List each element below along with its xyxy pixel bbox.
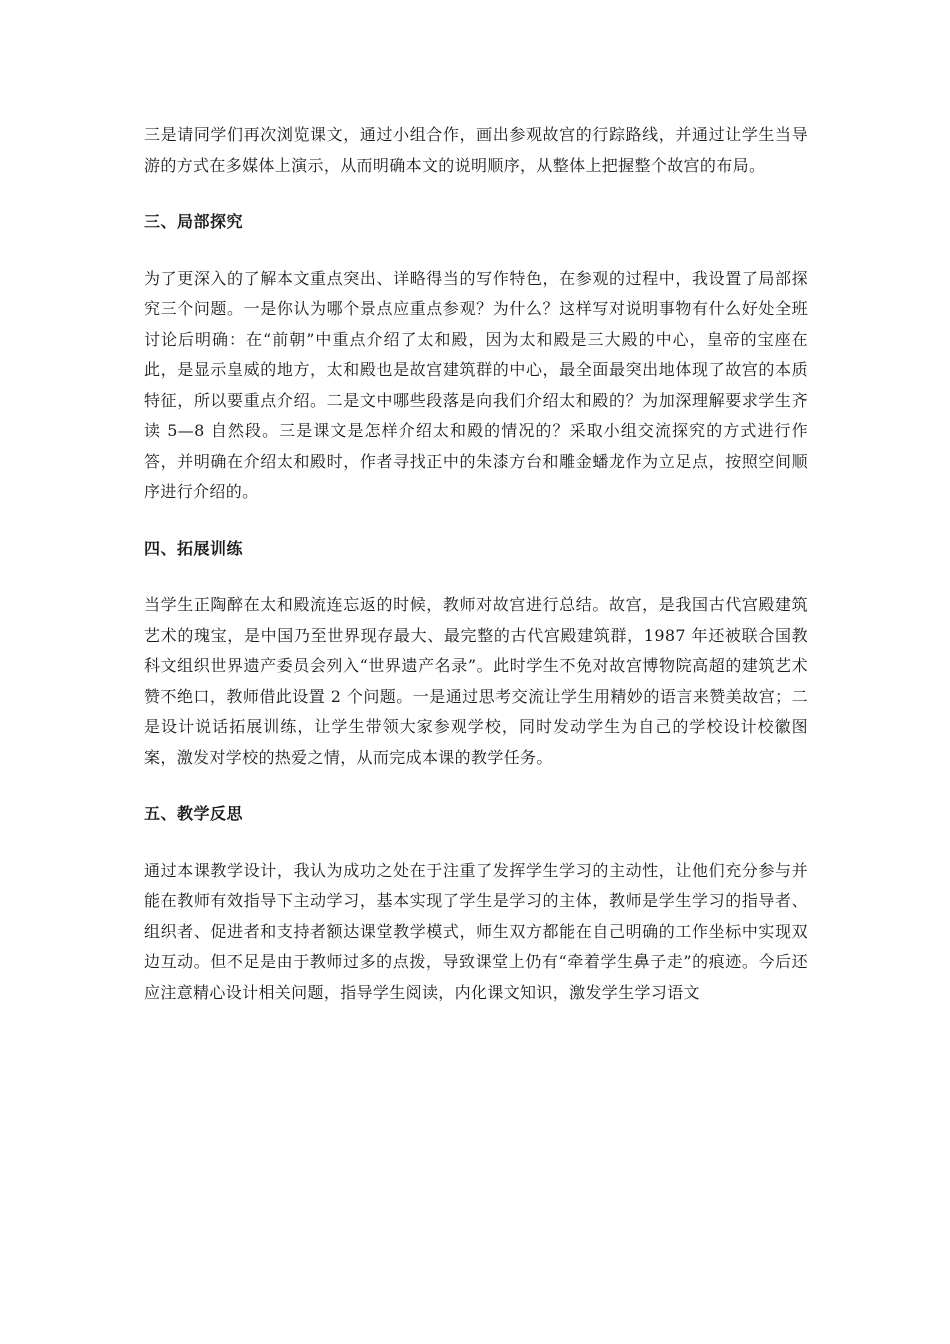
intro-paragraph: 三是请同学们再次浏览课文，通过小组合作，画出参观故宫的行踪路线，并通过让学生当导游的方式在多媒体上演示，从而明确本文的说明顺序，从整体上把握整个故宫的布局。 [144,125,808,175]
section-heading-extension-training: 四、拓展训练 [144,538,244,558]
section-body-teaching-reflection: 通过本课教学设计，我认为成功之处在于注重了发挥学生学习的主动性，让他们充分参与并能在教师有效指导下主动学习，基本实现了学生是学习的主体，教师是学生学习的指导者、组织者、促进者和支持者额达课堂教学模式，师生双方都能在自己明确的工作坐标中实现双边互动。但不足是由于教师过多的点拨，导致课堂上仍有“牵着学生鼻子走”的痕迹。今后还应注意精心设计相关问题，指导学生阅读，内化课文知识，激发学生学习语文 [144,860,808,1002]
section-heading-teaching-reflection: 五、教学反思 [144,804,244,823]
section-heading-local-inquiry: 三、局部探究 [144,212,244,231]
section-body-local-inquiry: 为了更深入的了解本文重点突出、详略得当的写作特色，在参观的过程中，我设置了局部探究三个问题。一是你认为哪个景点应重点参观？为什么？这样写对说明事物有什么好处全班讨论后明确：在“前朝”中重点介绍了太和殿，因为太和殿是三大殿的中心，皇帝的宝座在此，是显示皇威的地方，太和殿也是故宫建筑群的中心，最全面最突出地体现了故宫的本质特征，所以要重点介绍。二是文中哪些段落是向我们介绍太和殿的？为加深理解要求学生齐读 5—8 自然段。三是课文是怎样介绍太和殿的情况的？采取小组交流探究的方式进行作答，并明确在介绍太和殿时，作者寻找正中的朱漆方台和雕金蟠龙作为立足点，按照空间顺序进行介绍的。 [144,268,808,501]
document-body [144,120,808,1008]
section-body-extension-training: 当学生正陶醉在太和殿流连忘返的时候，教师对故宫进行总结。故宫，是我国古代宫殿建筑艺术的瑰宝，是中国乃至世界现存最大、最完整的古代宫殿建筑群，1987 年还被联合国教科文组织世界遗产委员会列入“世界遗产名录”。此时学生不免对故宫博物院高超的建筑艺术赞不绝口，教师借此设置 2 个问题。一是通过思考交流让学生用精妙的语言来赞美故宫；二是设计说话拓展训练，让学生带领大家参观学校，同时发动学生为自己的学校设计校徽图案，激发对学校的热爱之情，从而完成本课的教学任务。 [144,595,808,767]
